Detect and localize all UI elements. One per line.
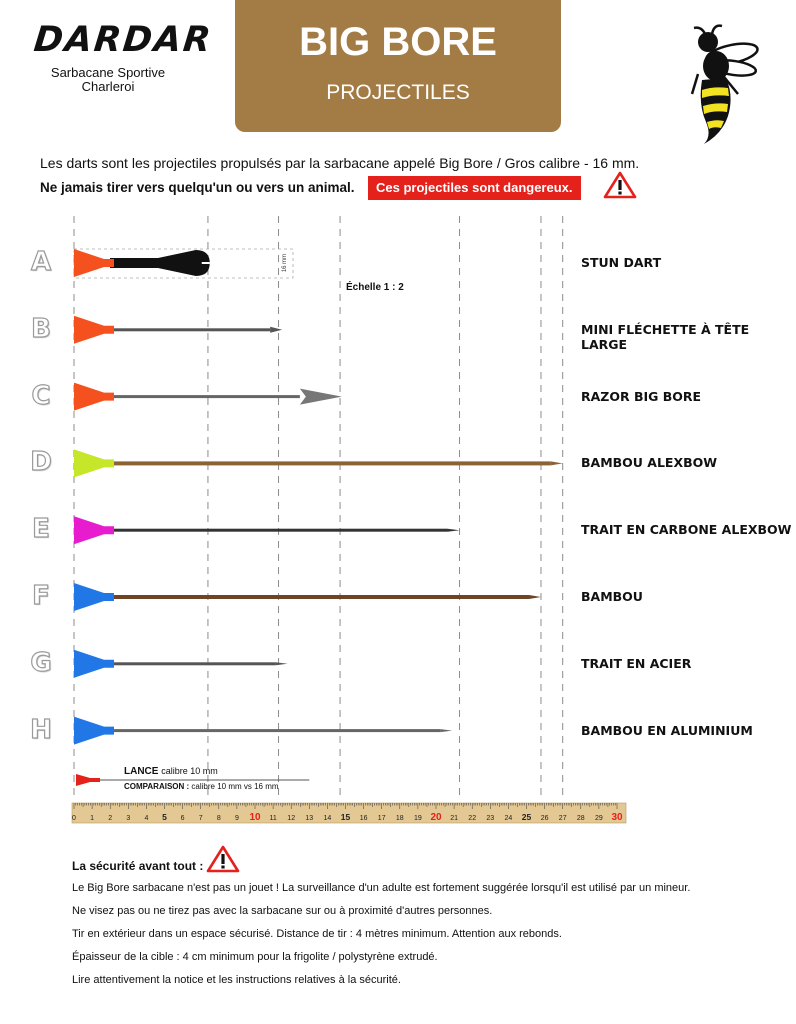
projectile-shaft: [110, 461, 551, 465]
projectile-cone: [74, 316, 114, 344]
ruler-label: 13: [305, 815, 314, 822]
ruler-label: 23: [486, 815, 495, 822]
projectile-head: [440, 729, 452, 732]
ruler-label: 20: [430, 812, 442, 823]
projectile-cone: [74, 449, 114, 477]
safety-line: Lire attentivement la notice et les instructions relatives à la sécurité.: [72, 974, 401, 986]
row-letter: B: [31, 313, 51, 344]
projectile-cone: [74, 650, 114, 678]
lance-caliber: calibre 10 mm: [161, 766, 218, 776]
logo-title: DARDAR: [31, 20, 215, 60]
row-letter: E: [32, 514, 50, 545]
banner-title: BIG BORE: [299, 20, 497, 64]
projectile-name: BAMBOU: [581, 589, 643, 604]
ruler-label: 10: [249, 812, 261, 823]
ruler-label: 11: [269, 815, 277, 822]
lance-label: [124, 766, 218, 777]
warning-triangle-icon: [206, 845, 240, 873]
lance-title: LANCE: [124, 766, 159, 777]
warning-line: Ne jamais tirer vers quelqu'un ou vers un animal.: [40, 180, 355, 195]
ruler-label: 5: [162, 812, 167, 822]
safety-line: Épaisseur de la cible : 4 cm minimum pour la frigolite / polystyrène extrudé.: [72, 951, 438, 963]
ruler-label: 22: [468, 815, 477, 822]
ruler-label: 8: [216, 815, 221, 822]
logo-subtitle: Sarbacane Sportive: [50, 65, 166, 80]
lance-cone: [76, 774, 100, 786]
projectile-head: [300, 389, 342, 405]
ruler-label: 28: [576, 815, 585, 822]
projectile-head: [270, 327, 282, 333]
comparison-text: calibre 10 mm vs 16 mm: [191, 782, 279, 791]
safety-line: Ne visez pas ou ne tirez pas avec la sarbacane sur ou à proximité d'autres personnes.: [72, 905, 493, 917]
ruler-label: 7: [198, 815, 203, 822]
ruler-label: 4: [144, 815, 149, 822]
ruler-label: 14: [323, 815, 332, 822]
ruler-label: 15: [340, 812, 351, 822]
projectile-shaft: [110, 395, 300, 398]
ruler-label: 21: [450, 815, 458, 822]
row-letter: G: [30, 647, 52, 678]
row-letter: D: [30, 447, 52, 478]
projectile-head: [529, 595, 541, 599]
safety-title: La sécurité avant tout :: [72, 859, 204, 873]
ruler-label: 18: [395, 815, 404, 822]
projectile-head: [276, 662, 288, 665]
projectile-shaft: [110, 328, 270, 331]
ruler-label: 3: [126, 815, 131, 822]
projectile-shaft: [110, 529, 448, 532]
projectile-head: [551, 461, 563, 465]
projectile-cone: [74, 717, 114, 745]
ruler-label: 30: [611, 812, 623, 823]
ruler-label: 6: [180, 815, 185, 822]
projectile-name: RAZOR BIG BORE: [581, 388, 702, 404]
ruler-label: 26: [540, 815, 549, 822]
projectile-name: TRAIT EN CARBONE ALEXBOW: [581, 522, 792, 538]
comparison-label: [124, 782, 279, 791]
ruler-label: 1: [90, 815, 95, 822]
intro-line: Les darts sont les projectiles propulsés par la sarbacane appelé Big Bore / Gros calibre - 16 mm.: [40, 155, 640, 171]
projectile-name: MINI FLÉCHETTE À TÊTE LARGE: [581, 321, 750, 352]
scale-label: Échelle 1 : 2: [346, 282, 404, 293]
projectile-shaft: [110, 662, 276, 665]
projectile-shaft: [110, 595, 529, 599]
comparison-title: COMPARAISON :: [124, 782, 190, 791]
logo-city: Charleroi: [81, 79, 135, 94]
ruler-label: 24: [504, 815, 513, 822]
projectile-shaft: [110, 258, 160, 268]
safety-line: Le Big Bore sarbacane n'est pas un jouet ! La surveillance d'un adulte est fortement suggérée lorsqu'il est utilisé par un mineur.: [72, 882, 691, 894]
projectile-name: STUN DART: [581, 255, 662, 270]
ruler-label: 19: [414, 815, 422, 822]
projectile-shaft: [110, 729, 440, 732]
ruler-label: 16: [359, 815, 368, 822]
projectile-name: TRAIT EN ACIER: [581, 655, 692, 671]
caliber-label: 16 mm: [282, 253, 288, 273]
projectile-cone: [74, 583, 114, 611]
danger-badge: Ces projectiles sont dangereux.: [368, 176, 581, 200]
ruler-label: 27: [558, 815, 567, 822]
ruler-label: 12: [287, 815, 296, 822]
ruler-label: 9: [234, 815, 239, 822]
ruler-label: 29: [595, 815, 603, 822]
ruler-label: 0: [72, 815, 76, 822]
row-letter: F: [32, 581, 50, 611]
projectile-name: BAMBOU EN ALUMINIUM: [581, 722, 753, 738]
banner-subtitle: PROJECTILES: [326, 81, 470, 104]
row-letter: H: [30, 714, 52, 745]
ruler-label: 25: [521, 812, 532, 822]
projectile-head: [448, 529, 460, 532]
projectile-cone: [74, 383, 114, 411]
projectile-cone: [74, 516, 114, 544]
projectile-cone: [74, 249, 114, 277]
ruler-label: 2: [108, 815, 113, 822]
projectile-name: BAMBOU ALEXBOW: [581, 455, 718, 471]
row-letter: C: [31, 380, 51, 411]
row-letter: A: [30, 247, 52, 277]
ruler-label: 17: [377, 815, 386, 822]
safety-line: Tir en extérieur dans un espace sécurisé. Distance de tir : 4 mètres minimum. Attention aux rebonds.: [72, 928, 562, 940]
